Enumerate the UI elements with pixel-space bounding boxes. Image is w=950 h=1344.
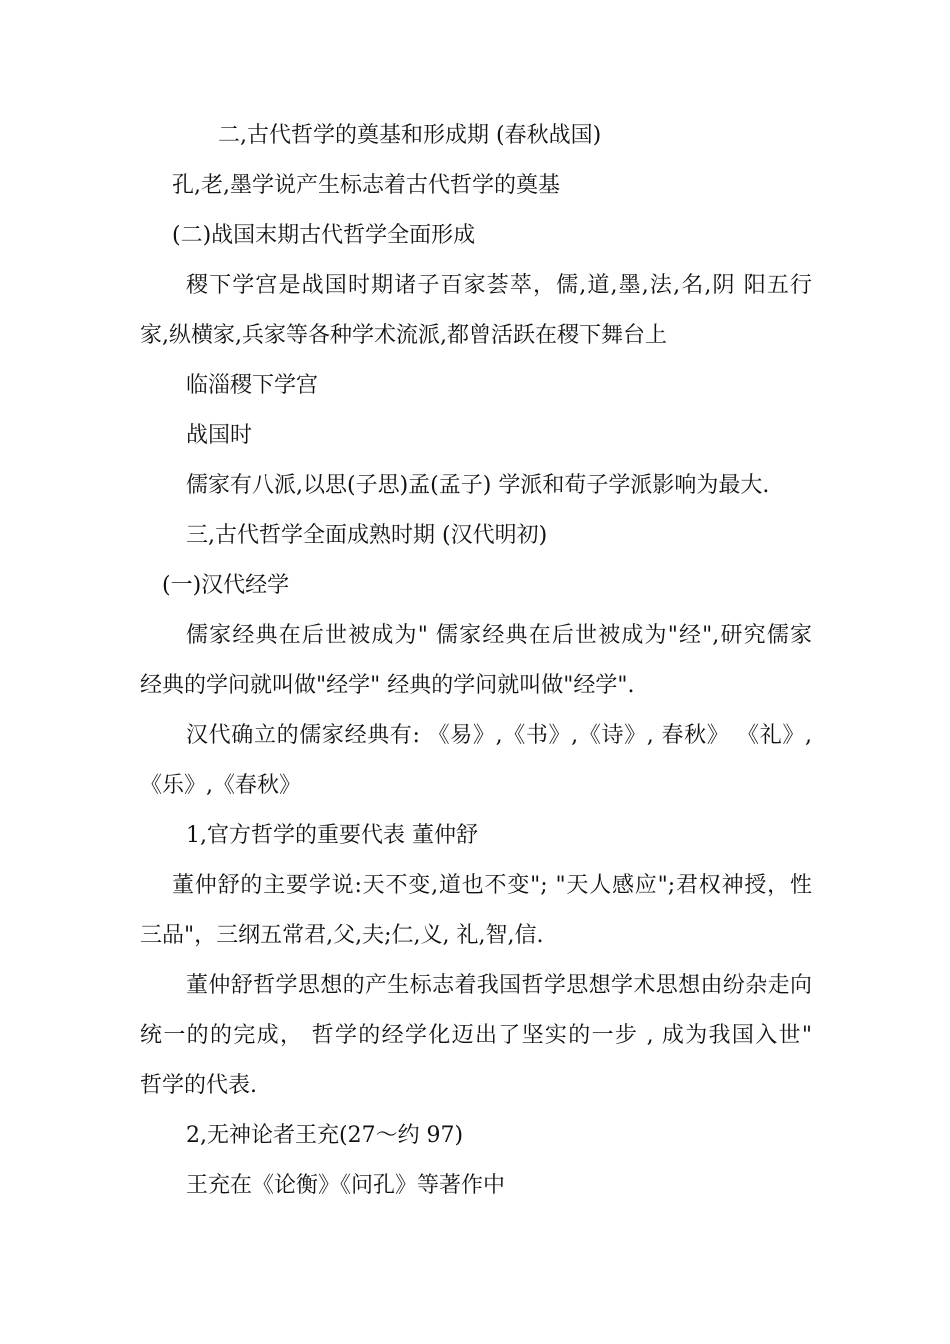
paragraph-line: 三品"，三纲五常君,父,夫;仁,义, 礼,智,信.: [140, 923, 544, 948]
subsection-heading: (一)汉代经学: [162, 573, 290, 598]
paragraph-line: 统一的的完成， 哲学的经学化迈出了坚实的一步 , 成为我国入世": [140, 1023, 812, 1048]
paragraph-line: 儒家有八派,以思(子思)孟(孟子) 学派和荀子学派影响为最大.: [186, 473, 770, 498]
paragraph-line: 经典的学问就叫做"经学" 经典的学问就叫做"经学".: [140, 673, 635, 698]
item-heading: 2,无神论者王充(27～约 97): [186, 1123, 464, 1148]
paragraph-line: 临淄稷下学宫: [186, 373, 319, 398]
paragraph-line: 董仲舒的主要学说:天不变,道也不变"; "天人感应";君权神授，性: [172, 873, 812, 898]
paragraph-line: 战国时: [186, 423, 253, 448]
paragraph-line: 董仲舒哲学思想的产生标志着我国哲学思想学术思想由纷杂走向: [186, 973, 812, 998]
subsection-heading: (二)战国末期古代哲学全面形成: [172, 223, 476, 248]
paragraph-line: 孔,老,墨学说产生标志着古代哲学的奠基: [172, 173, 560, 198]
paragraph-line: 稷下学宫是战国时期诸子百家荟萃，儒,道,墨,法,名,阴 阳五行: [186, 273, 812, 298]
paragraph-line: 汉代确立的儒家经典有: 《易》,《书》,《诗》, 春秋》 《礼》,: [186, 723, 812, 748]
item-heading: 1,官方哲学的重要代表 董仲舒: [186, 823, 478, 848]
paragraph-line: 哲学的代表.: [140, 1073, 257, 1098]
paragraph-line: 家,纵横家,兵家等各种学术流派,都曾活跃在稷下舞台上: [140, 323, 667, 348]
section-heading-2: 二,古代哲学的奠基和形成期 (春秋战国): [218, 123, 602, 148]
section-heading-3: 三,古代哲学全面成熟时期 (汉代明初): [186, 523, 548, 548]
paragraph-line: 《乐》,《春秋》: [140, 773, 301, 798]
paragraph-line: 王充在《论衡》《问孔》等著作中: [186, 1173, 506, 1198]
paragraph-line: 儒家经典在后世被成为" 儒家经典在后世被成为"经",研究儒家: [186, 623, 812, 648]
